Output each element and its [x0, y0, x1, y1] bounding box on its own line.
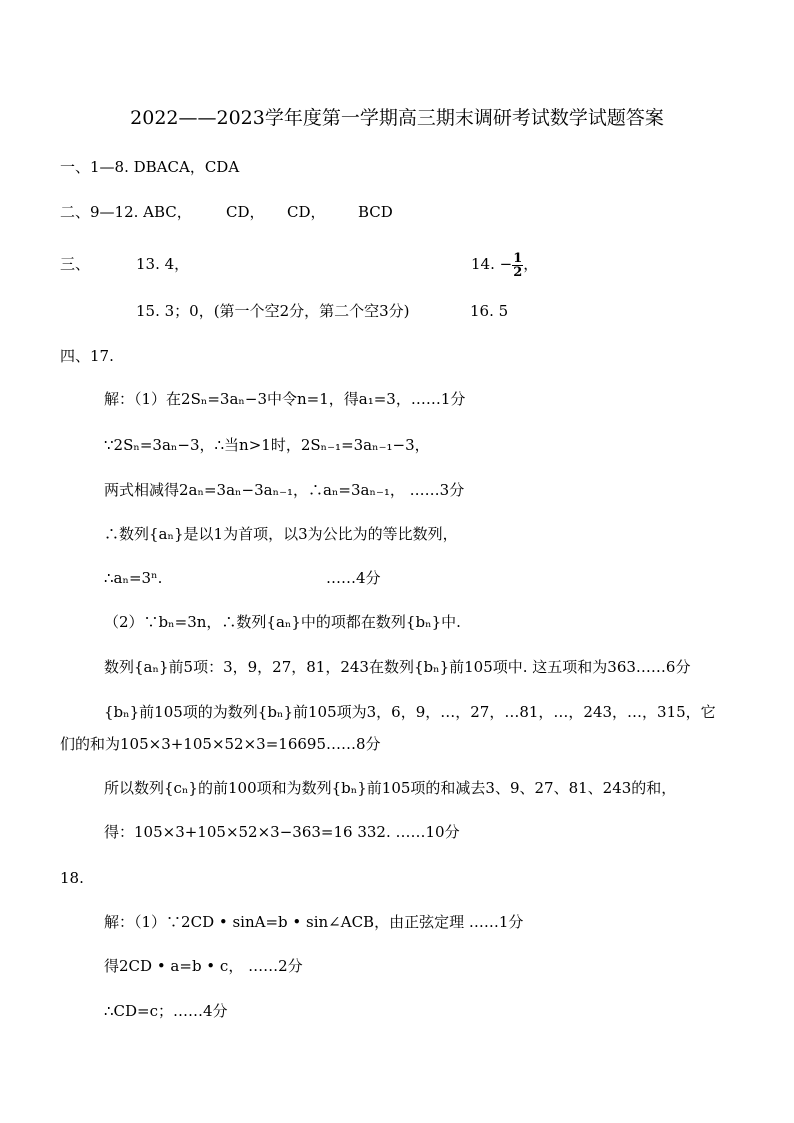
- answer-13: 13. 4，: [136, 255, 190, 273]
- answer-16: 16. 5: [470, 302, 509, 320]
- fraction-numerator: 1: [513, 250, 523, 266]
- section-three-label: 三、: [60, 255, 91, 273]
- answer-14: [471, 247, 538, 281]
- answer-14-prefix: 14. −: [471, 255, 513, 273]
- q17-part2-step3-cont: 们的和为105×3+105×52×3=16695……8分: [60, 735, 381, 753]
- answer-15: 15. 3；0，(第一个空2分，第二个空3分): [136, 302, 410, 320]
- answer-14-suffix: ，: [523, 255, 539, 273]
- q17-step5-score: ……4分: [326, 569, 381, 587]
- q17-part2-step3: {bₙ}前105项的为数列{bₙ}前105项为3，6，9，…，27，…81，…，243，…，315，它: [104, 703, 716, 721]
- q17-step5: ∴aₙ=3ⁿ.: [104, 569, 163, 587]
- answer-mc: 一、1—8. DBACA，CDA: [60, 158, 240, 176]
- q17-part2-step1: （2）∵bₙ=3n，∴数列{aₙ}中的项都在数列{bₙ}中.: [104, 613, 461, 631]
- q18-step1: 解：（1）∵2CD • sinA=b • sin∠ACB，由正弦定理 ……1分: [104, 913, 524, 931]
- answer-multi-10: CD，: [226, 203, 265, 221]
- q18-step3: ∴CD=c；……4分: [104, 1002, 228, 1020]
- q17-step4: ∴数列{aₙ}是以1为首项，以3为公比为的等比数列，: [104, 525, 458, 543]
- q17-part2-step2: 数列{aₙ}前5项：3，9，27，81，243在数列{bₙ}前105项中. 这五项和为363……6分: [104, 658, 691, 676]
- page-title: 2022——2023学年度第一学期高三期末调研考试数学试题答案: [130, 107, 664, 129]
- section-four-label: 四、17.: [60, 347, 114, 365]
- fraction-denominator: 2: [513, 264, 523, 280]
- q17-part2-step4: 所以数列{cₙ}的前100项和为数列{bₙ}前105项的和减去3、9、27、81、243的和，: [104, 779, 677, 797]
- q18-label: 18.: [60, 869, 84, 887]
- q17-step1: 解：（1）在2Sₙ=3aₙ−3中令n=1，得a₁=3，……1分: [104, 390, 466, 408]
- q18-step2: 得2CD • a=b • c， ……2分: [104, 957, 303, 975]
- fraction-one-half: [512, 252, 523, 279]
- q17-step3: 两式相减得2aₙ=3aₙ−3aₙ₋₁，∴aₙ=3aₙ₋₁， ……3分: [104, 481, 465, 499]
- answer-multi-11: CD，: [287, 203, 326, 221]
- q17-part2-step5: 得：105×3+105×52×3−363=16 332. ……10分: [104, 823, 460, 841]
- answer-multi-12: BCD: [358, 203, 393, 221]
- q17-step2: ∵2Sₙ=3aₙ−3，∴当n>1时，2Sₙ₋₁=3aₙ₋₁−3，: [104, 436, 430, 454]
- answer-multi-label: 二、9—12. ABC，: [60, 203, 192, 221]
